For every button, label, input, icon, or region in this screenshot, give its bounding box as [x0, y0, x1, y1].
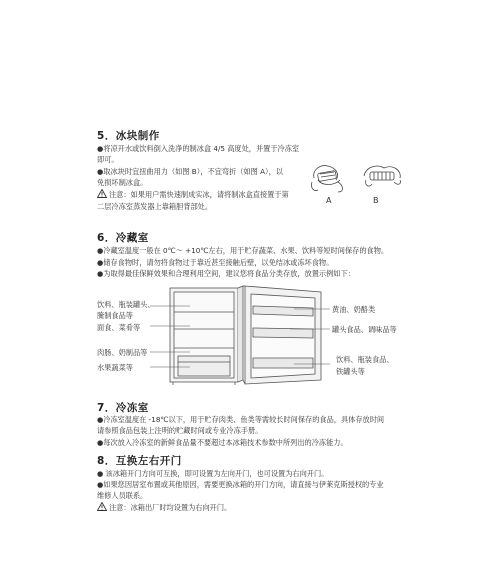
s5-note-text: 注意：如果用户需快速制成实冰，请将制冰盒直接置于第: [109, 190, 289, 199]
s8-line-2: ●如果您因居室布置或其他原因，需要更换冰箱的开门方向，请直接与伊莱克斯授权的专业: [97, 480, 384, 489]
section-7-title: 7．冷冻室: [97, 402, 149, 414]
warning-icon: [97, 502, 107, 511]
label-butter-cheese: 黄油、奶酪类: [332, 305, 376, 314]
s6-line-3: ●为取得最佳保鲜效果和合理利用空间，建议您将食品分类存放，放置示例如下：: [97, 269, 355, 278]
s8-line-3: 维修人员联系。: [97, 491, 148, 500]
s5-line-6: 二层冷冻室蒸发器上靠箱胆背部处。: [97, 202, 213, 211]
s8-note-text: 注意：冰箱出厂时均设置为右向开门。: [109, 503, 232, 512]
label-drinks-canned: 饮料、瓶装罐头、: [97, 300, 155, 309]
label-drinks-bottled: 饮料、瓶装食品、: [336, 355, 394, 364]
label-pickled: 腌制食品等: [97, 311, 133, 320]
warning-icon: [97, 189, 107, 198]
label-canned-condiments: 罐头食品、调味品等: [332, 325, 397, 334]
label-pasta-dishes: 面食、菜肴等: [97, 323, 141, 332]
s5-line-2: 即可。: [97, 155, 119, 164]
label-sausage-dairy: 肉肠、奶制品等: [97, 348, 148, 357]
s5-line-3: ●取冰块时宜扭曲用力（如图 B），不宜弯折（如图 A），以: [97, 167, 283, 176]
section-8-title: 8．互换左右开门: [97, 455, 182, 467]
ice-tray-illustration: [308, 160, 408, 204]
figure-b-label: B: [373, 196, 379, 205]
s7-line-3: ●每次放入冷冻室的新鲜食品量不要超过本冰箱技术参数中所列出的冷冻能力。: [97, 438, 348, 447]
s5-line-4: 免损坏制冰盒。: [97, 178, 148, 187]
s8-line-1: ● 该冰箱开门方向可互换，即可设置为左向开门，也可设置为右向开门。: [97, 469, 329, 478]
section-5-title: 5．冰块制作: [97, 130, 160, 142]
label-fruit-veg: 水果蔬菜等: [97, 363, 133, 372]
s7-line-2: 请参照食品包装上注明的贮藏时间或专业冷冻手册。: [97, 426, 263, 435]
label-tin-cans: 铁罐头等: [336, 367, 365, 376]
s6-line-1: ●冷藏室温度一般在 0℃～ +10℃左右，用于贮存蔬菜、水果、饮料等短时间保存的食物。: [97, 246, 389, 255]
s7-line-1: ●冷冻室温度在 -18℃以下，用于贮存肉类、鱼类等需较长时间保存的食品，具体存放时间: [97, 415, 385, 424]
section-6-title: 6．冷藏室: [97, 232, 149, 244]
s5-line-1: ●将凉开水或饮料倒入洗净的制冰盒 4/5 高度处，并置于冷冻室: [97, 144, 300, 153]
s8-note: [97, 502, 231, 513]
s5-note: [97, 189, 289, 200]
s6-line-2: ●储存食物时，请勿将食物过于靠近甚至接触后壁，以免结冰或冻坏食物。: [97, 258, 334, 267]
figure-a-label: A: [326, 196, 332, 205]
leader-lines: [140, 296, 360, 374]
